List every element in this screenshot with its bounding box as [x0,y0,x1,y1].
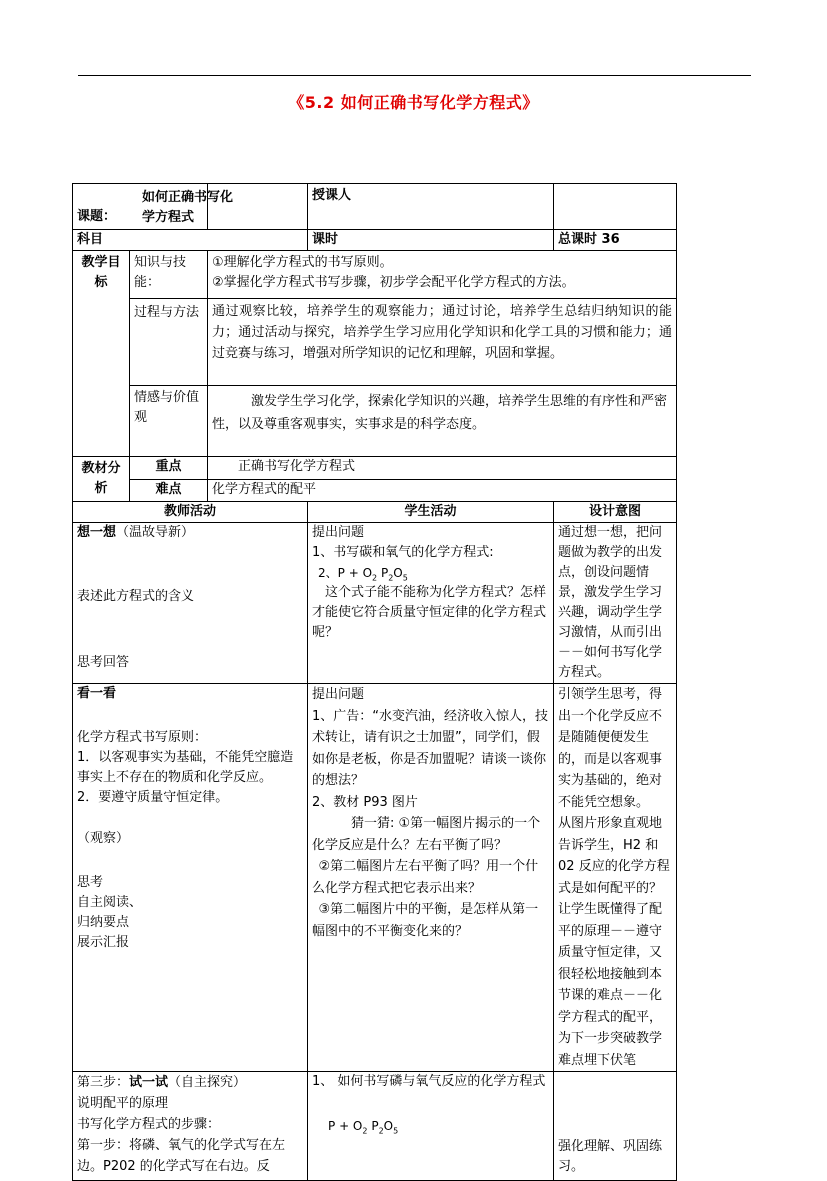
process-label: 过程与方法 [134,305,200,320]
emotion-cell [208,386,677,457]
row2-student-cell [308,684,554,1072]
analysis-label-cell [73,457,130,502]
row2-teacher-line6: 自主阅读、 [77,895,143,910]
row1-teacher-line1: 表述此方程式的含义 [77,589,195,604]
topic-value: 如何正确书写化学方程式 [142,190,234,225]
row2-design-cell [554,684,677,1072]
row1-student-line1: 提出问题 [312,525,365,540]
goals-label-cell [73,251,130,457]
row3-student-line1: 1、 如何书写磷与氧气反应的化学方程式 [312,1074,546,1089]
row2-design-text: 引领学生思考，得出一个化学反应不是随随便便发生的，而是以客观事实为基础的，绝对不能凭空想象。 [558,687,663,810]
total-label: 总课时 36 [558,232,620,247]
difficult-label-cell [130,480,208,502]
row3-student-eq: $P + O_2$ $P_2O_5$ [328,1119,399,1136]
knowledge-label: 知识与技能： [134,255,187,290]
topic-label: 课题： [77,209,117,224]
total-cell [554,230,677,251]
lesson-plan-table [72,183,677,1181]
period-cell [308,230,554,251]
row3-teacher-line2: 书写化学方程式的步骤： [77,1117,221,1132]
goals-label: 教学目标 [81,255,121,290]
row2-student-line4: 猜一猜: ①第一幅图片揭示的一个化学反应是什么？左右平衡了吗？ [312,816,541,853]
row2-student-line5: ②第二幅图片左右平衡了吗？用一个什么化学方程式把它表示出来？ [312,859,539,896]
row3-design-cell [554,1072,677,1181]
emotion-label-cell [130,386,208,457]
key-label-cell [130,457,208,480]
row1-design-text: 通过想一想，把问题做为教学的出发点，创设问题情景，激发学生学习兴趣，调动学生学习激情，从而引出－－如何书写化学方程式。 [558,525,663,680]
row1-student-line4: 这个式子能不能称为化学方程式？怎样才能使它符合质量守恒定律的化学方程式呢？ [312,585,547,640]
row2-teacher-line7: 归纳要点 [77,915,130,930]
col-student-label: 学生活动 [404,504,457,519]
col-design-header [554,502,677,523]
topic-value-cell [142,184,308,230]
col-teacher-header [73,502,308,523]
row2-design-text2: 从图片形象直观地告诉学生，H2 和 02 反应的化学方程式是如何配平的？让学生既懂得了配平的原理－－遵守质量守恒定律，又很轻松地接触到本节课的难点－－化学方程式的配平，为下一步突破教学难点埋下伏笔 [558,816,670,1068]
process-cell [208,299,677,386]
subject-cell [73,230,308,251]
row2-student-line1: 提出问题 [312,687,365,702]
key-text: 正确书写化学方程式 [238,459,356,474]
key-label: 重点 [155,459,182,474]
knowledge-label-cell [130,251,208,299]
row3-teacher-step: 第三步： [77,1075,130,1090]
row1-student-cell [308,523,554,684]
knowledge-2: ②掌握化学方程式书写步骤，初步学会配平化学方程式的方法。 [212,275,575,290]
row2-teacher-line3: 2．要遵守质量守恒定律。 [77,790,229,805]
teacher-value-cell [554,184,677,230]
key-cell [208,457,677,480]
process-label-cell [130,299,208,386]
row3-teacher-title: 试一试 [129,1075,169,1090]
row2-student-line6: ③第二幅图片中的平衡，是怎样从第一幅图中的不平衡变化来的？ [312,902,539,939]
col-teacher-label: 教师活动 [164,504,217,519]
row2-teacher-line2: 1．以客观事实为基础，不能凭空臆造事实上不存在的物质和化学反应。 [77,750,294,785]
row2-teacher-line5: 思考 [77,875,104,890]
emotion-label: 情感与价值观 [134,390,200,425]
difficult-text: 化学方程式的配平 [212,482,317,497]
teacher-label-cell [308,184,554,230]
row1-teacher-note: （温故导新） [116,525,195,540]
knowledge-cell [208,251,677,299]
row1-student-line2: 1、书写碳和氧气的化学方程式: [312,545,494,560]
knowledge-1: ①理解化学方程式的书写原则。 [212,255,393,270]
row2-teacher-title: 看一看 [77,686,117,701]
row1-design-cell [554,523,677,684]
row1-student-eq: 2、$P + O_2$ $P_2O_5$ [318,566,408,583]
emotion-text: 激发学生学习化学，探索化学知识的兴趣，培养学生思维的有序性和严密性，以及尊重客观事实，实事求是的科学态度。 [212,394,668,432]
row3-teacher-line3: 第一步：将磷、氧气的化学式写在左边。P202 的化学式写在右边。反 [77,1138,286,1174]
period-label: 课时 [312,232,339,247]
row3-design-text: 强化理解、巩固练习。 [558,1139,663,1174]
row1-teacher-title: 想一想 [77,525,117,540]
row3-teacher-line1: 说明配平的原理 [77,1096,169,1111]
row2-student-line2: 1、广告：“水变汽油，经济收入惊人，技术转让，请有识之士加盟”，同学们，假如你是老板，你是否加盟呢？请谈一谈你的想法？ [312,708,549,788]
row2-teacher-line8: 展示汇报 [77,935,130,950]
process-text: 通过观察比较，培养学生的观察能力；通过讨论，培养学生总结归纳知识的能力；通过活动与探究，培养学生学习应用化学知识和化学工具的习惯和能力；通过竞赛与练习，增强对所学知识的记忆和理解，巩固和掌握。 [212,304,673,361]
col-design-label: 设计意图 [589,504,642,519]
row3-teacher-note: （自主探究） [168,1075,247,1090]
row1-teacher-line2: 思考回答 [77,655,130,670]
row2-teacher-line1: 化学方程式书写原则： [77,730,208,745]
col-student-header [308,502,554,523]
difficult-cell [208,480,677,502]
row1-teacher-cell [73,523,308,684]
difficult-label: 难点 [155,482,182,497]
page-title: 《5.2 如何正确书写化学方程式》 [288,93,539,112]
row3-student-cell [308,1072,554,1181]
header-rule [78,75,751,76]
teacher-label: 授课人 [312,188,352,203]
row2-student-line3: 2、教材 P93 图片 [312,794,418,810]
row2-teacher-line4: （观察） [77,831,130,846]
row2-teacher-cell [73,684,308,1072]
subject-label: 科目 [77,232,104,247]
analysis-label: 教材分析 [81,461,121,496]
row3-teacher-cell [73,1072,308,1181]
